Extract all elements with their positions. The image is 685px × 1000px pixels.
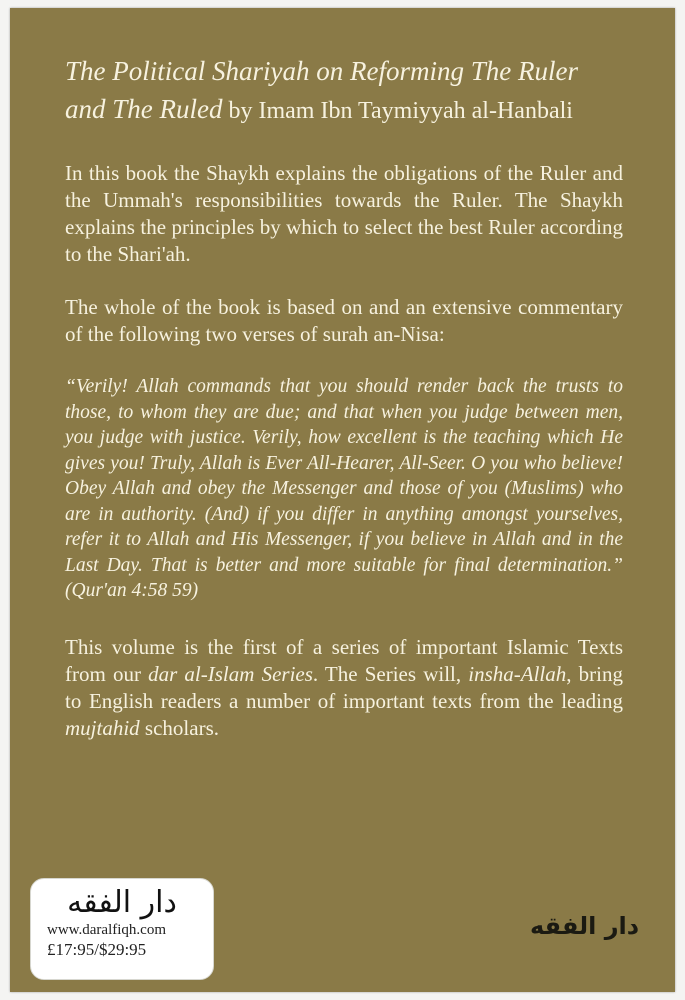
sticker-url: www.daralfiqh.com [47,922,166,938]
sticker-price: £17:95/$29:95 [47,940,147,959]
mujtahid-term: mujtahid [65,715,140,740]
series-text-4: scholars. [139,715,219,740]
quran-quote [65,374,623,604]
book-title: The Political Shariyah on Reforming The Ruler and The Ruled [65,56,578,124]
quote-text: “Verily! Allah commands that you should render back the trusts to those, to whom they are due; and that when you judge between men, you judge with justice. Verily, how excellent is the teaching which He gives you! Truly, Allah is Ever All-Hearer, All-Seer. O you who believe! Obey Allah and obey the Messenger and those of you (Muslims) who are in authority. (And) if you differ in anything amongst yourselves, refer it to Allah and His Messenger, if you believe in Allah and in the Last Day. That is better and more suitable for final determination.” [65,376,623,576]
publisher-logo: دار الفقه [530,912,640,940]
basis-paragraph: The whole of the book is based on and an extensive commentary of the following two verses of surah an-Nisa: [65,295,623,346]
series-name: dar al-Islam Series [148,661,313,686]
price-sticker [30,878,214,980]
sticker-logo: دار الفقه [67,885,177,920]
quote-reference: (Qur'an 4:58 59) [65,580,199,601]
back-cover [10,8,675,992]
intro-paragraph: In this book the Shaykh explains the obligations of the Ruler and the Ummah's responsibilities towards the Ruler. The Shaykh explains the principles by which to select the best Ruler according to the Shari'ah. [65,161,623,266]
series-text-1: This volume is the first of a series of important Islamic Texts from our [65,634,623,686]
insha-allah: insha-Allah [468,661,567,686]
author-line: by Imam Ibn Taymiyyah al-Hanbali [222,98,573,124]
series-paragraph [65,634,623,742]
series-text-2: . The Series will, [312,661,469,686]
book-title-block [65,52,623,130]
series-text-3: , bring to English readers a number of important texts from the leading [65,661,623,713]
